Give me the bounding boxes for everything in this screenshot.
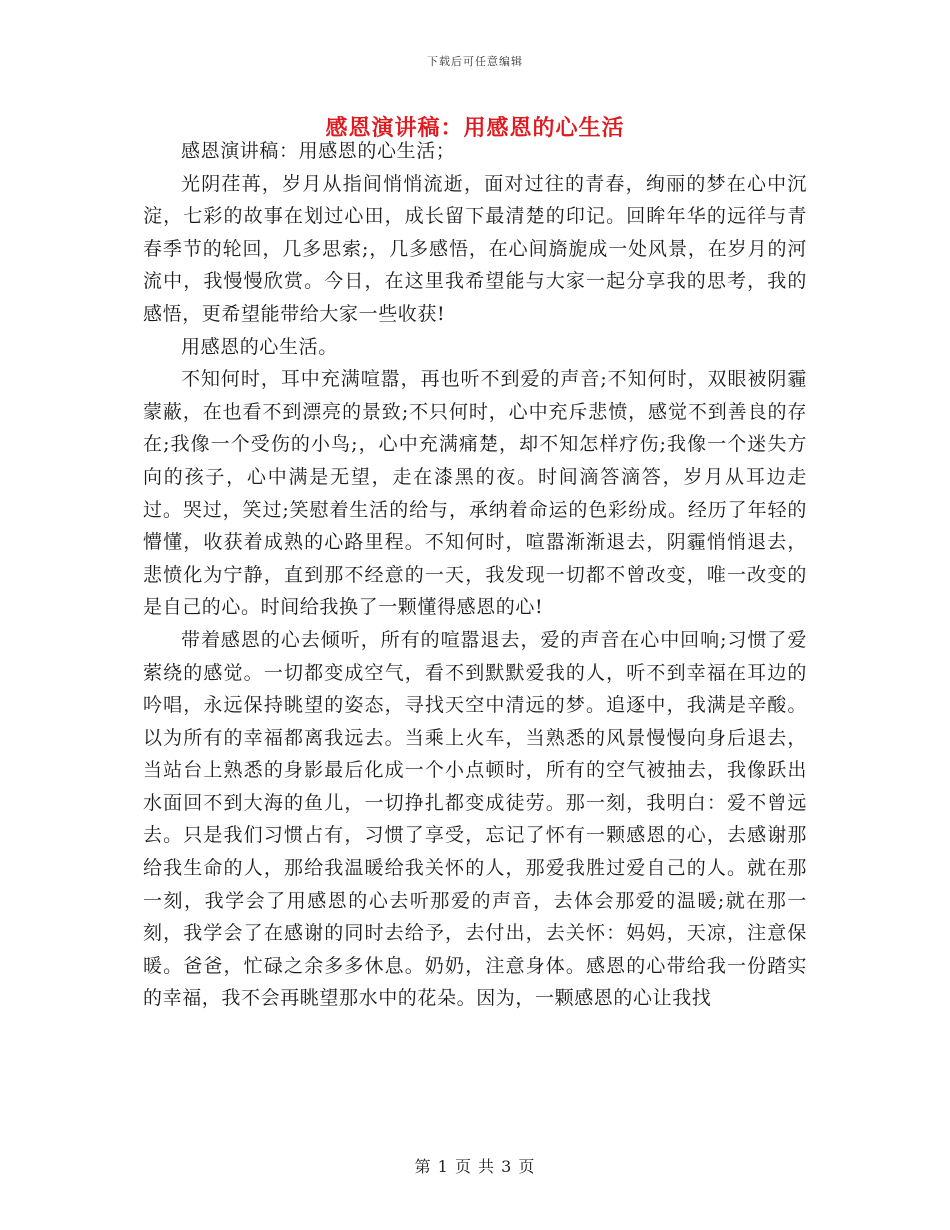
paragraph-gratitude: 带着感恩的心去倾听，所有的喧嚣退去，爱的声音在心中回响;习惯了爱萦绕的感觉。一切都变成空气，看不到默默爱我的人，听不到幸福在耳边的吟唱，永远保持眺望的姿态，寻找天空中清远的梦。追逐中，我满是辛酸。以为所有的幸福都离我远去。当乘上火车，当熟悉的风景慢慢向身后退去，当站台上熟悉的身影最后化成一个小点顿时，所有的空气被抽去，我像跃出水面回不到大海的鱼儿，一切挣扎都变成徒劳。那一刻，我明白：爱不曾远去。只是我们习惯占有，习惯了享受，忘记了怀有一颗感恩的心，去感谢那给我生命的人，那给我温暖给我关怀的人，那爱我胜过爱自己的人。就在那一刻，我学会了用感恩的心去听那爱的声音，去体会那爱的温暖;就在那一刻，我学会了在感谢的同时去给予，去付出，去关怀：妈妈，天凉，注意保暖。爸爸，忙碌之余多多休息。奶奶，注意身体。感恩的心带给我一份踏实的幸福，我不会再眺望那水中的花朵。因为，一颗感恩的心让我找: [143, 628, 807, 1010]
document-title: 感恩演讲稿：用感恩的心生活: [325, 115, 625, 141]
page-indicator: 第 1 页 共 3 页: [414, 1157, 536, 1176]
paragraph-heading: 用感恩的心生活。: [181, 335, 338, 358]
paragraph-subtitle: 感恩演讲稿：用感恩的心生活；: [181, 140, 456, 162]
paragraph-reflection: 不知何时，耳中充满喧嚣，再也听不到爱的声音;不知何时，双眼被阴霾蒙蔽，在也看不到漂亮的景致;不只何时，心中充斥悲愤，感觉不到善良的存在;我像一个受伤的小鸟;，心中充满痛楚，却不知怎样疗伤;我像一个迷失方向的孩子，心中满是无望，走在漆黑的夜。时间滴答滴答，岁月从耳边走过。哭过，笑过;笑慰着生活的给与，承纳着命运的色彩纷成。经历了年轻的懵懂，收获着成熟的心路里程。不知何时，喧嚣渐渐退去，阴霾悄悄退去，悲愤化为宁静，直到那不经意的一天，我发现一切都不曾改变，唯一改变的是自己的心。时间给我换了一颗懂得感恩的心!: [143, 368, 807, 619]
header-note: 下载后可任意编辑: [427, 55, 523, 68]
document-body: [143, 135, 807, 1015]
paragraph-intro: 光阴荏苒，岁月从指间悄悄流逝，面对过往的青春，绚丽的梦在心中沉淀，七彩的故事在划过心田，成长留下最清楚的印记。回眸年华的远徉与青春季节的轮回，几多思索;，几多感悟，在心间旖旎成一处风景，在岁月的河流中，我慢慢欣赏。今日，在这里我希望能与大家一起分享我的思考，我的感悟，更希望能带给大家一些收获!: [143, 172, 807, 325]
